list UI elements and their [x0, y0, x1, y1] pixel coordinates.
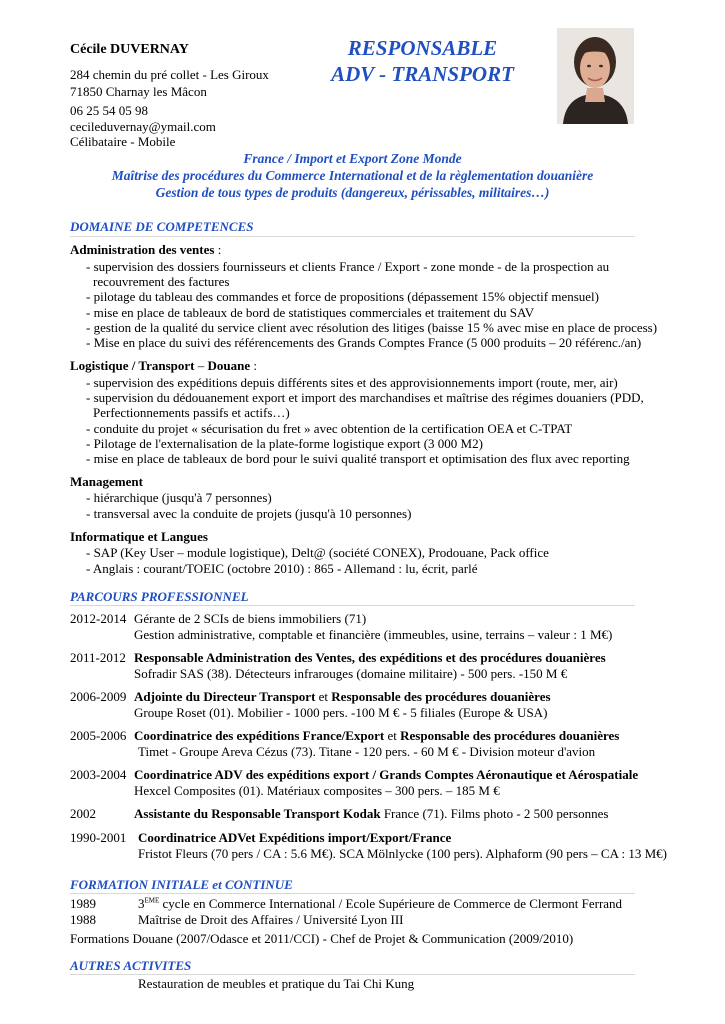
- formation-degree: [138, 896, 622, 912]
- job-years: 2006-2009: [70, 689, 127, 704]
- logistique-title: Logistique / Transport: [70, 358, 195, 373]
- job-detail: Timet - Groupe Areva Cézus (73). Titane - 120 pers. - 60 M € - Division moteur d'avion: [138, 744, 596, 759]
- job-title-joiner: et: [315, 689, 332, 704]
- job-title-row: [134, 689, 551, 705]
- admin-item-4: - gestion de la qualité du service client avec résolution des litiges (baisse 15 % avec mise en place de process): [86, 320, 658, 335]
- management-item-1: - hiérarchique (jusqu'à 7 personnes): [86, 490, 272, 505]
- job-title: Adjointe du Directeur Transport: [134, 689, 316, 704]
- management-heading: Management: [70, 474, 143, 489]
- degree-number: 3: [138, 896, 145, 911]
- douane-title: Douane: [207, 358, 251, 373]
- admin-item-2: - pilotage du tableau des commandes et force de propositions (dépassement 15% objectif mensuel): [86, 289, 599, 304]
- logistique-colon: :: [250, 358, 257, 373]
- job-detail: Groupe Roset (01). Mobilier - 1000 pers. -100 M € - 5 filiales (Europe & USA): [134, 705, 548, 720]
- section-divider: [70, 236, 635, 237]
- admin-item-1: - supervision des dossiers fournisseurs et clients France / Export - zone monde - de la prospection au: [86, 259, 610, 274]
- info-item-2: - Anglais : courant/TOEIC (octobre 2010) : 865 - Allemand : lu, écrit, parlé: [86, 561, 478, 576]
- job-title-joiner: et: [384, 728, 401, 743]
- formation-year: 1989: [70, 896, 96, 911]
- degree-text: cycle en Commerce International / Ecole Supérieure de Commerce de Clermont Ferrand: [159, 896, 623, 911]
- logistique-dash: –: [194, 358, 208, 373]
- job-title: Coordinatrice ADV des expéditions export / Grands Comptes Aéronautique et Aérospatiale: [134, 767, 639, 782]
- candidate-name: Cécile DUVERNAY: [70, 42, 189, 57]
- admin-heading: [70, 242, 221, 258]
- management-item-2: - transversal avec la conduite de projets (jusqu'à 10 personnes): [86, 506, 412, 521]
- section-heading-formation: FORMATION INITIALE et CONTINUE: [70, 877, 293, 892]
- job-years: 2005-2006: [70, 728, 127, 743]
- address-line-2: 71850 Charnay les Mâcon: [70, 84, 207, 99]
- admin-title: Administration des ventes: [70, 242, 215, 257]
- job-title: Coordinatrice ADVet Expéditions import/Export/France: [138, 830, 452, 845]
- job-title-line-2: ADV - TRANSPORT: [331, 62, 514, 86]
- job-years: 2012-2014: [70, 611, 127, 626]
- logistique-item-4: - Pilotage de l'externalisation de la plate-forme logistique export (3 000 M2): [86, 436, 483, 451]
- info-heading: Informatique et Langues: [70, 529, 208, 544]
- job-years: 1990-2001: [70, 830, 127, 845]
- job-title-secondary: Responsable des procédures douanières: [331, 689, 551, 704]
- marital-status: Célibataire - Mobile: [70, 134, 176, 149]
- job-title: Coordinatrice des expéditions France/Export: [134, 728, 385, 743]
- admin-colon: :: [214, 242, 222, 257]
- job-title-row: [134, 806, 608, 822]
- logistique-heading: [70, 358, 257, 374]
- section-divider: [70, 605, 635, 606]
- section-heading-parcours: PARCOURS PROFESSIONNEL: [70, 589, 249, 604]
- logistique-item-3: - conduite du projet « sécurisation du fret » avec obtention de la certification OEA et C-TPAT: [86, 421, 573, 436]
- job-title-row: [134, 728, 619, 744]
- job-title-line-1: RESPONSABLE: [347, 36, 498, 60]
- section-divider: [70, 974, 635, 975]
- logistique-item-2: - supervision du dédouanement export et import des marchandises et maîtrise des régimes douaniers (PDD,: [86, 390, 644, 405]
- summary-line-1: France / Import et Export Zone Monde: [243, 151, 462, 166]
- admin-item-3: - mise en place de tableaux de bord de statistiques commerciales et traitement du SAV: [86, 305, 535, 320]
- job-detail: Sofradir SAS (38). Détecteurs infrarouges (domaine militaire) - 500 pers. -150 M €: [134, 666, 568, 681]
- logistique-item-1: - supervision des expéditions depuis différents sites et des approvisionnements import (route, mer, air): [86, 375, 618, 390]
- admin-item-5: - Mise en place du suivi des référencements des Grands Comptes France (5 000 produits – 20 référenc./an): [86, 335, 642, 350]
- formation-year: 1988: [70, 912, 96, 927]
- job-title: Responsable Administration des Ventes, des expéditions et des procédures douanières: [134, 650, 606, 665]
- job-title: Assistante du Responsable Transport Kodak: [134, 806, 381, 821]
- address-line-1: 284 chemin du pré collet - Les Giroux: [70, 67, 269, 82]
- summary-line-2: Maîtrise des procédures du Commerce International et de la règlementation douanière: [111, 168, 594, 183]
- formation-continue: Formations Douane (2007/Odasce et 2011/CCI) - Chef de Projet & Communication (2009/2010): [70, 931, 574, 946]
- job-detail: Fristot Fleurs (70 pers / CA : 5.6 M€). SCA Mölnlycke (100 pers). Alphaform (90 pers – CA : 13 M€): [138, 846, 668, 861]
- logistique-item-5: - mise en place de tableaux de bord pour le suivi qualité transport et optimisation des flux avec reporting: [86, 451, 630, 466]
- job-years: 2003-2004: [70, 767, 127, 782]
- job-detail: Gestion administrative, comptable et financière (immeubles, usine, terrains – valeur : 1 M€): [134, 627, 613, 642]
- portrait-photo: [557, 28, 634, 124]
- section-divider: [70, 893, 635, 894]
- email: cecileduvernay@ymail.com: [70, 119, 216, 134]
- section-heading-competences: DOMAINE DE COMPETENCES: [70, 219, 254, 234]
- phone: 06 25 54 05 98: [70, 103, 148, 118]
- job-detail: Hexcel Composites (01). Matériaux composites – 300 pers. – 185 M €: [134, 783, 500, 798]
- autres-text: Restauration de meubles et pratique du Tai Chi Kung: [138, 976, 415, 991]
- admin-item-1-cont: recouvrement des factures: [93, 274, 230, 289]
- job-title: Gérante de 2 SCIs de biens immobiliers (71): [134, 611, 367, 626]
- job-years: 2011-2012: [70, 650, 126, 665]
- logistique-item-2-cont: Perfectionnements passifs et actifs…): [93, 405, 290, 420]
- job-years: 2002: [70, 806, 96, 821]
- job-title-secondary: Responsable des procédures douanières: [400, 728, 620, 743]
- job-rest: France (71). Films photo - 2 500 personnes: [380, 806, 609, 821]
- summary-line-3: Gestion de tous types de produits (dangereux, périssables, militaires…): [155, 185, 550, 200]
- info-item-1: - SAP (Key User – module logistique), Delt@ (société CONEX), Prodouane, Pack office: [86, 545, 549, 560]
- formation-degree: Maîtrise de Droit des Affaires / Université Lyon III: [138, 912, 404, 927]
- section-heading-autres: AUTRES ACTIVITES: [70, 958, 192, 973]
- degree-superscript: EME: [144, 896, 160, 905]
